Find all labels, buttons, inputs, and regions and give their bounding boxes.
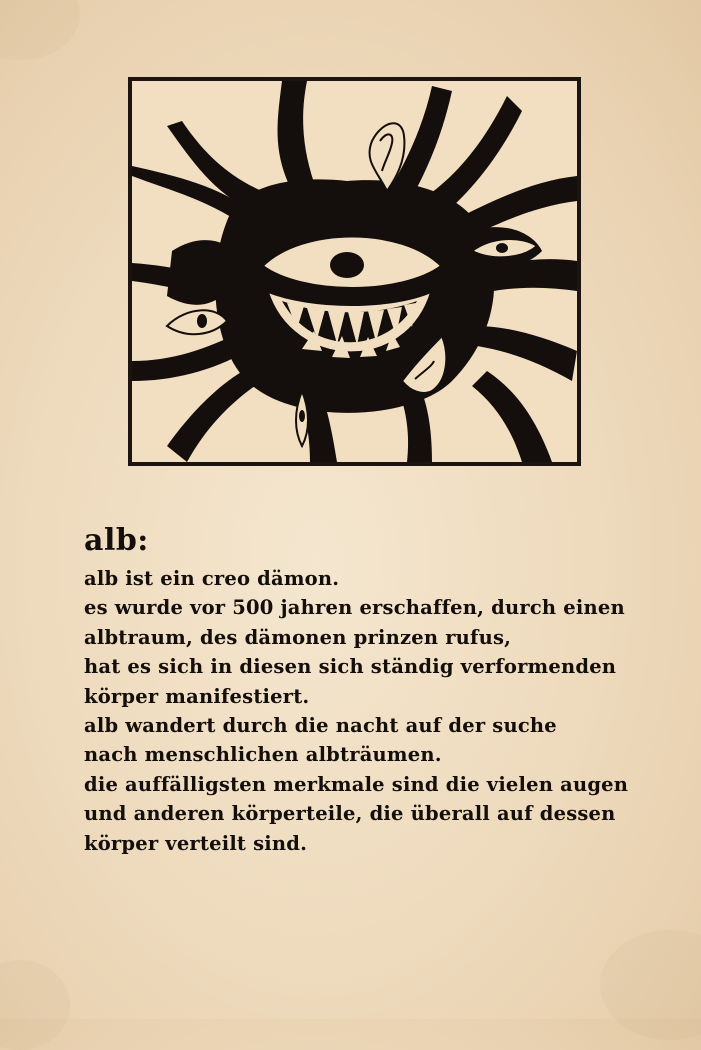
eye-demon-icon [132, 81, 577, 462]
entry-line: die auffälligsten merkmale sind die vielen augen [84, 772, 629, 796]
entry-line: es wurde vor 500 jahren erschaffen, durch einen [84, 596, 625, 620]
paper-stain [600, 930, 701, 1040]
paper-stain [0, 0, 80, 60]
entry-line: körper manifestiert. [84, 684, 310, 708]
entry-line: körper verteilt sind. [84, 831, 308, 855]
entry-line: und anderen körperteile, die überall auf dessen [84, 802, 616, 826]
entry-line: hat es sich in diesen sich ständig verformenden [84, 655, 617, 679]
entry-line: albtraum, des dämonen prinzen rufus, [84, 625, 512, 649]
demon-illustration [128, 77, 581, 466]
paper-stain [0, 960, 70, 1050]
entry-line: nach menschlichen albträumen. [84, 743, 442, 767]
entry-title: alb: [84, 523, 149, 558]
entry-line: alb wandert durch die nacht auf der suche [84, 714, 557, 738]
entry-text [84, 522, 684, 858]
entry-line: alb ist ein creo dämon. [84, 567, 340, 590]
